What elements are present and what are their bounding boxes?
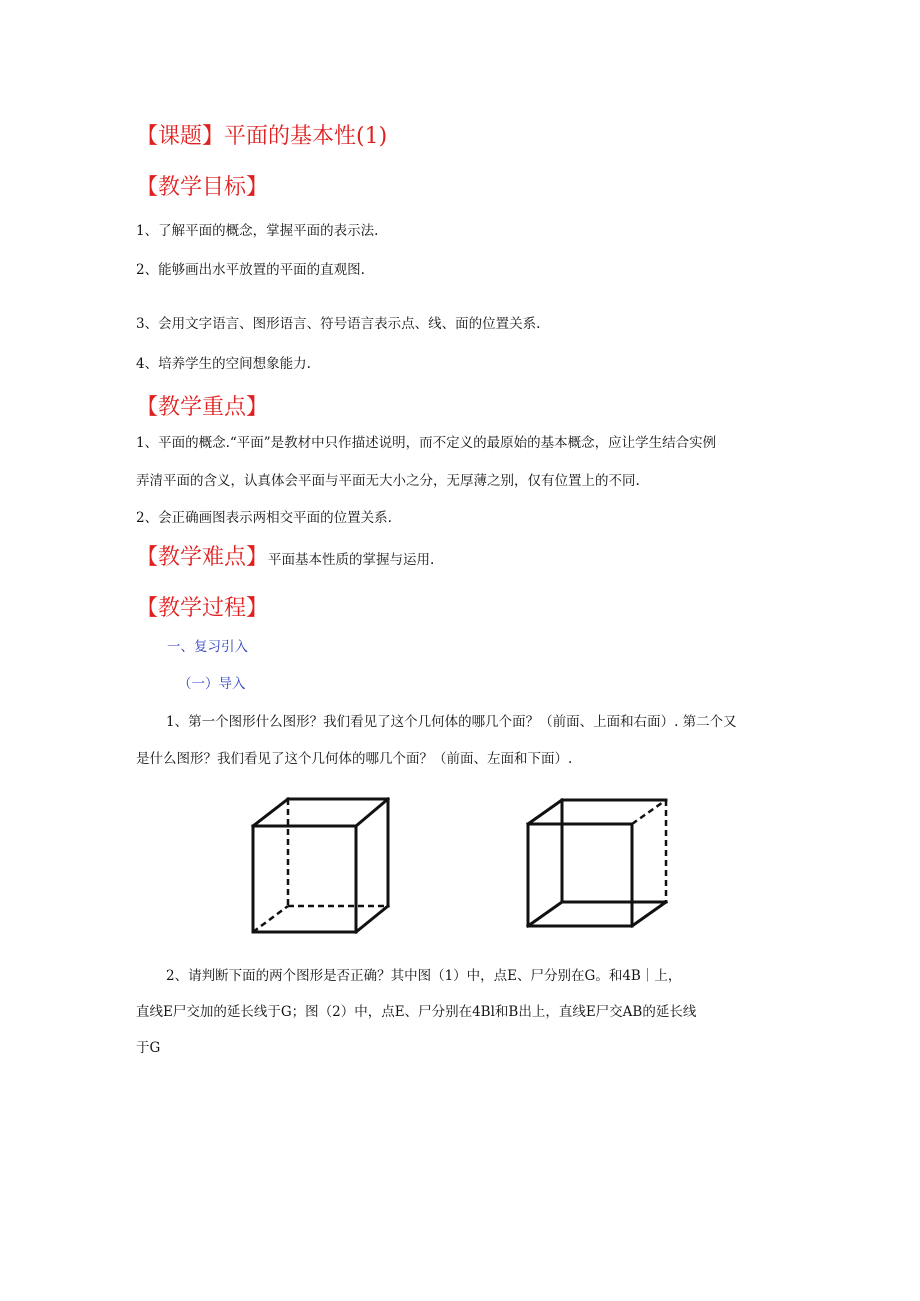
key-point-text: 2、会正确画图表示两相交平面的位置关系. bbox=[136, 510, 392, 526]
cube-edge bbox=[528, 800, 562, 824]
cube-edge bbox=[356, 799, 388, 826]
key-point-text: 1、平面的概念.“平面”是教材中只作描述说明，而不定义的最原始的基本概念，应让学生结合实例 bbox=[136, 435, 717, 451]
cube-edge bbox=[356, 906, 388, 932]
difficulty-text: 平面基本性质的掌握与运用. bbox=[268, 552, 435, 568]
objectives-heading: 【教学目标】 bbox=[136, 175, 269, 200]
lesson-title: 【课题】平面的基本性(1) bbox=[136, 124, 388, 149]
cube-figure-1 bbox=[246, 795, 396, 941]
question-text: 于G bbox=[136, 1040, 161, 1056]
section-heading: 一、复习引入 bbox=[167, 639, 248, 655]
cube-hidden-edge bbox=[632, 800, 666, 824]
difficulty-heading: 【教学难点】 bbox=[136, 545, 269, 570]
key-point-text: 弄清平面的含义，认真体会平面与平面无大小之分，无厚薄之别，仅有位置上的不同. bbox=[136, 473, 640, 489]
question-text: 直线E尸交加的延长线于G；图（2）中，点E、尸分别在4Bl和B出上，直线E尸交AB的延长线 bbox=[136, 1004, 697, 1020]
cube-front-face bbox=[253, 826, 356, 932]
cube-front-face bbox=[528, 824, 632, 926]
cube-hidden-edge bbox=[253, 906, 288, 932]
question-text: 1、第一个图形什么图形？我们看见了这个几何体的哪几个面？（前面、上面和右面）. 第二个又 bbox=[166, 714, 737, 730]
difficulty-row bbox=[136, 545, 434, 571]
objective-item: 3、会用文字语言、图形语言、符号语言表示点、线、面的位置关系. bbox=[136, 316, 541, 332]
cube-figure-2 bbox=[523, 797, 673, 931]
cube-edge bbox=[528, 902, 562, 926]
objective-item: 2、能够画出水平放置的平面的直观图. bbox=[136, 262, 365, 278]
process-heading: 【教学过程】 bbox=[136, 596, 269, 621]
question-text: 是什么图形？我们看见了这个几何体的哪几个面？（前面、左面和下面）. bbox=[136, 751, 573, 767]
subsection-heading: （一）导入 bbox=[178, 676, 246, 692]
cube-edge bbox=[253, 799, 288, 826]
key-points-heading: 【教学重点】 bbox=[136, 395, 269, 420]
cube-edge bbox=[632, 902, 666, 926]
objective-item: 4、培养学生的空间想象能力. bbox=[136, 356, 311, 372]
objective-item: 1、了解平面的概念，掌握平面的表示法. bbox=[136, 223, 379, 239]
question-text: 2、请判断下面的两个图形是否正确？其中图（1）中，点E、尸分别在G。和4B｜上， bbox=[166, 968, 682, 984]
